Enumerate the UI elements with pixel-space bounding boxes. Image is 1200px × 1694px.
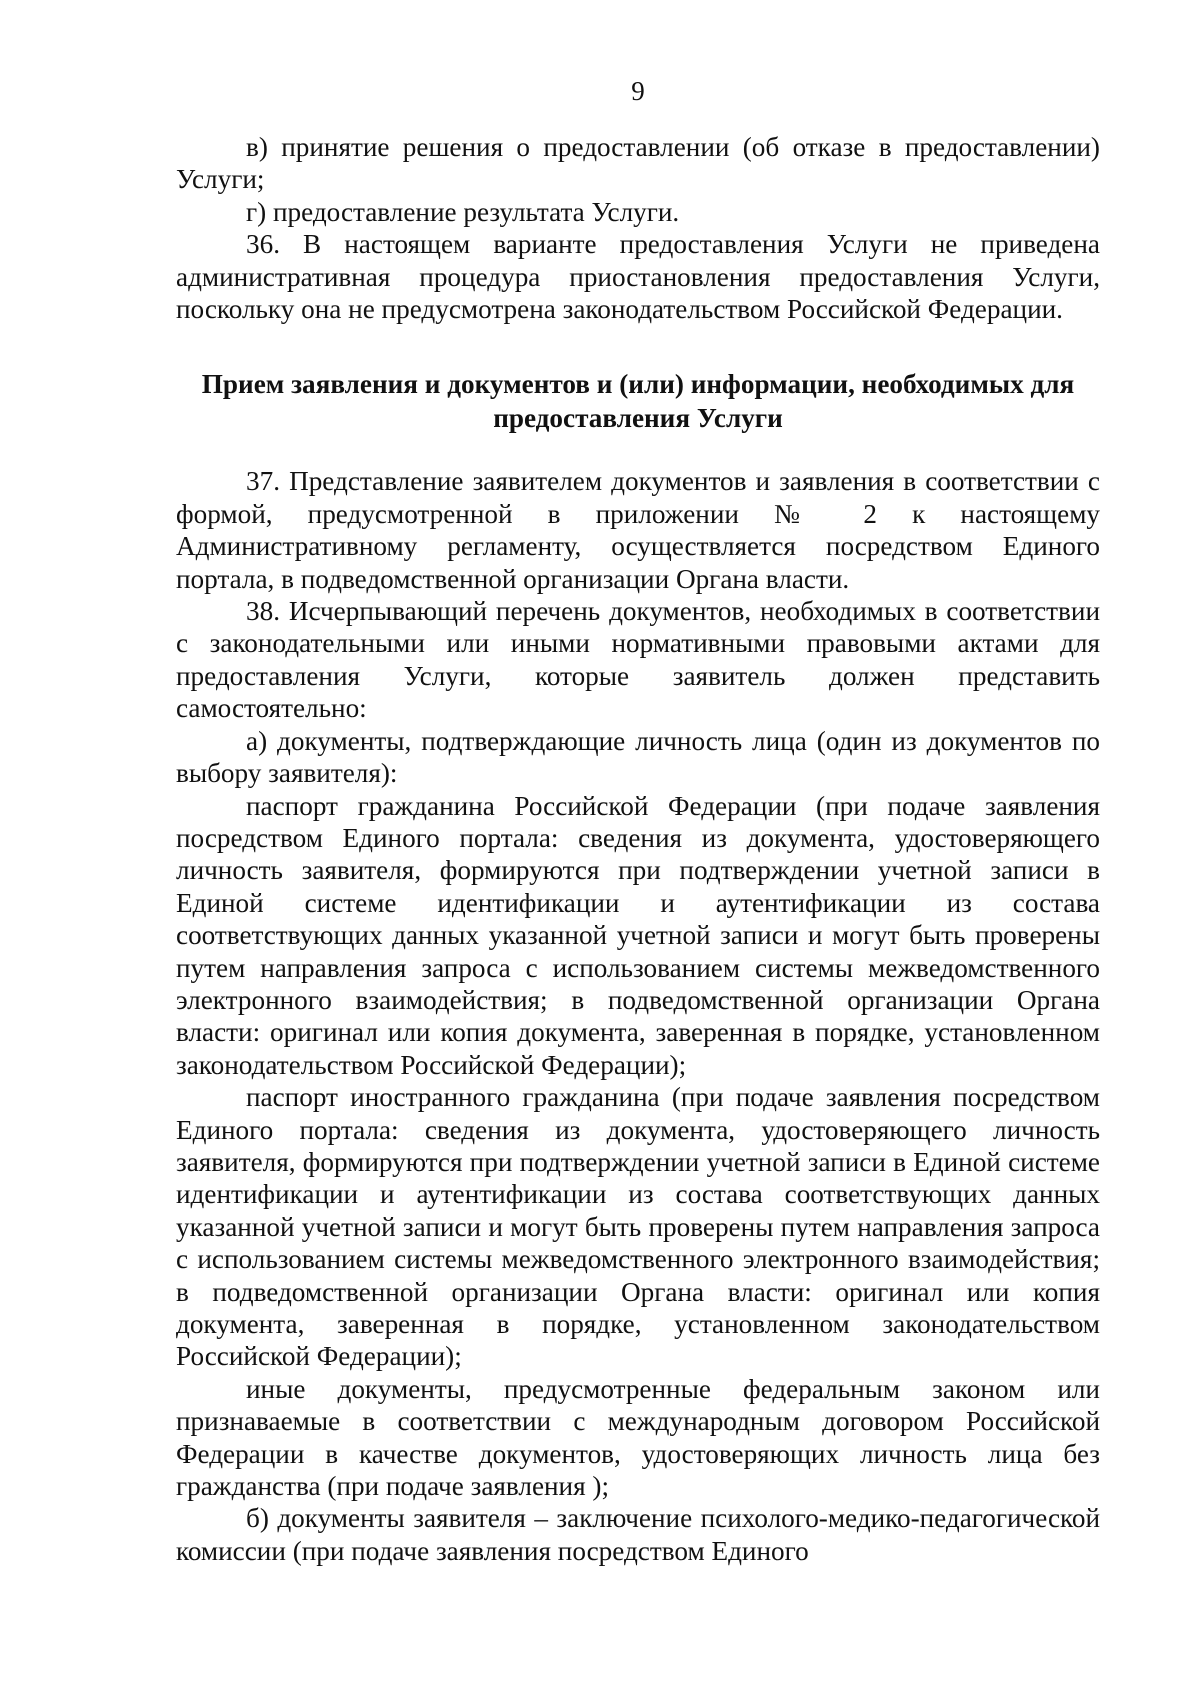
section-heading-line-2: предоставления Услуги — [493, 403, 783, 434]
paragraph-37: 37. Представление заявителем документов и заявления в соответствии с формой, предусмотренной в приложении № 2 к настоящему Административному регламенту, осуществляется посредством Единого портала, в подведомственной организации Органа власти. — [176, 466, 1100, 594]
paragraph-foreign-passport: паспорт иностранного гражданина (при подаче заявления посредством Единого портала: сведения из документа, удостоверяющего личность заявителя, формируются при подтверждении учетной записи в Единой системе идентификации и аутентификации из состава соответствующих данных указанной учетной записи и могут быть проверены путем направления запроса с использованием системы межведомственного электронного взаимодействия; в подведомственной организации Органа власти: оригинал или копия документа, заверенная в порядке, установленном законодательством Российской Федерации); — [176, 1082, 1100, 1372]
paragraph-item-b: б) документы заявителя – заключение психолого-медико-педагогической комиссии (при подаче заявления посредством Единого — [176, 1503, 1100, 1566]
paragraph-item-g: г) предоставление результата Услуги. — [246, 196, 680, 227]
document-body — [176, 131, 1100, 1567]
paragraph-36: 36. В настоящем варианте предоставления Услуги не приведена административная процедура приостановления предоставления Услуги, поскольку она не предусмотрена законодательством Российской Федерации. — [176, 229, 1100, 325]
section-heading — [176, 367, 1100, 435]
paragraph-38: 38. Исчерпывающий перечень документов, необходимых в соответствии с законодательными или иными нормативными правовыми актами для предоставления Услуги, которые заявитель должен представить самостоятельно: — [176, 596, 1100, 724]
paragraph-item-v: в) принятие решения о предоставлении (об отказе в предоставлении) Услуги; — [176, 132, 1100, 195]
section-heading-line-1: Прием заявления и документов и (или) информации, необходимых для — [201, 369, 1075, 400]
page-number: 9 — [631, 76, 645, 106]
paragraph-item-a: а) документы, подтверждающие личность лица (один из документов по выбору заявителя): — [176, 725, 1100, 789]
paragraph-other-documents: иные документы, предусмотренные федеральным законом или признаваемые в соответствии с международным договором Российской Федерации в качестве документов, удостоверяющих личность лица без гражданства (при подаче заявления ); — [176, 1373, 1100, 1502]
paragraph-russian-passport: паспорт гражданина Российской Федерации (при подаче заявления посредством Единого портала: сведения из документа, удостоверяющего личность заявителя, формируются при подтверждении учетной записи в Единой системе идентификации и аутентификации из состава соответствующих данных указанной учетной записи и могут быть проверены путем направления запроса с использованием системы межведомственного электронного взаимодействия; в подведомственной организации Органа власти: оригинал или копия документа, заверенная в порядке, установленном законодательством Российской Федерации); — [176, 790, 1100, 1080]
